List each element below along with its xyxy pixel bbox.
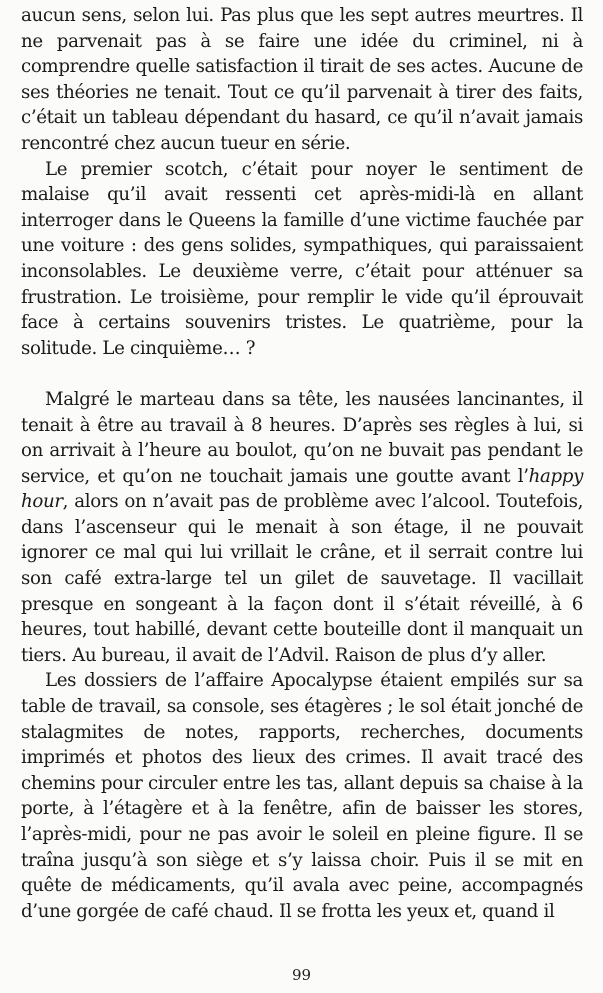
paragraph-2 [21, 157, 583, 362]
paragraph-1-text: aucun sens, selon lui. Pas plus que les sept autres meurtres. Il ne parvenait pas à se faire une idée du criminel, ni à comprendre quelle satisfaction il tirait de ses actes. Aucune de ses théories ne tenait. Tout ce qu’il parvenait à tirer des faits, c’était un tableau dépendant du hasard, ce qu’il n’avait jamais rencontré chez aucun tueur en série. [21, 5, 583, 154]
paragraph-3-text-end: , alors on n’avait pas de problème avec l’alcool. Toutefois, dans l’ascenseur qui le menait à son étage, il ne pouvait ignorer ce mal qui lui vrillait le crâne, et il serrait contre lui son café extra-large tel un gilet de sauvetage. Il vacillait presque en songeant à la façon dont il s’était réveillé, à 6 heures, tout habillé, devant cette bouteille dont il manquait un tiers. Au bureau, il avait de l’Advil. Raison de plus d’y aller. [21, 491, 583, 666]
paragraph-2-text: Le premier scotch, c’était pour noyer le sentiment de malaise qu’il avait ressenti cet après-midi-là en allant interroger dans le Queens la famille d’une victime fauchée par une voiture : des gens solides, sympathiques, qui paraissaient inconsolables. Le deuxième verre, c’était pour atténuer sa frustration. Le troisième, pour remplir le vide qu’il éprouvait face à certains souvenirs tristes. Le quatrième, pour la solitude. Le cinquième… ? [21, 158, 583, 359]
paragraph-3-italic-phrase: happy hour [21, 465, 583, 513]
body-text [21, 3, 583, 924]
paragraph-4 [21, 668, 583, 924]
page-number: 99 [291, 966, 312, 984]
paragraph-1 [21, 3, 583, 157]
paragraph-3 [21, 387, 583, 669]
paragraph-4-text: Les dossiers de l’affaire Apocalypse étaient empilés sur sa table de travail, sa console, ses étagères ; le sol était jonché de stalagmites de notes, rapports, recherches, documents imprimés et photos des lieux des crimes. Il avait tracé des chemins pour circuler entre les tas, allant depuis sa chaise à la porte, à l’étagère et à la fenêtre, afin de baisser les stores, l’après-midi, pour ne pas avoir le soleil en pleine figure. Il se traîna jusqu’à son siège et s’y laissa choir. Puis il se mit en quête de médicaments, qu’il avala avec peine, accompagnés d’une gorgée de café chaud. Il se frotta les yeux et, quand il [21, 670, 583, 922]
paragraph-3-text-start: Malgré le marteau dans sa tête, les nausées lancinantes, il tenait à être au travail à 8 heures. D’après ses règles à lui, si on arrivait à l’heure au boulot, qu’on ne buvait pas pendant le service, et qu’on ne touchait jamais une goutte avant l’ [21, 388, 583, 487]
